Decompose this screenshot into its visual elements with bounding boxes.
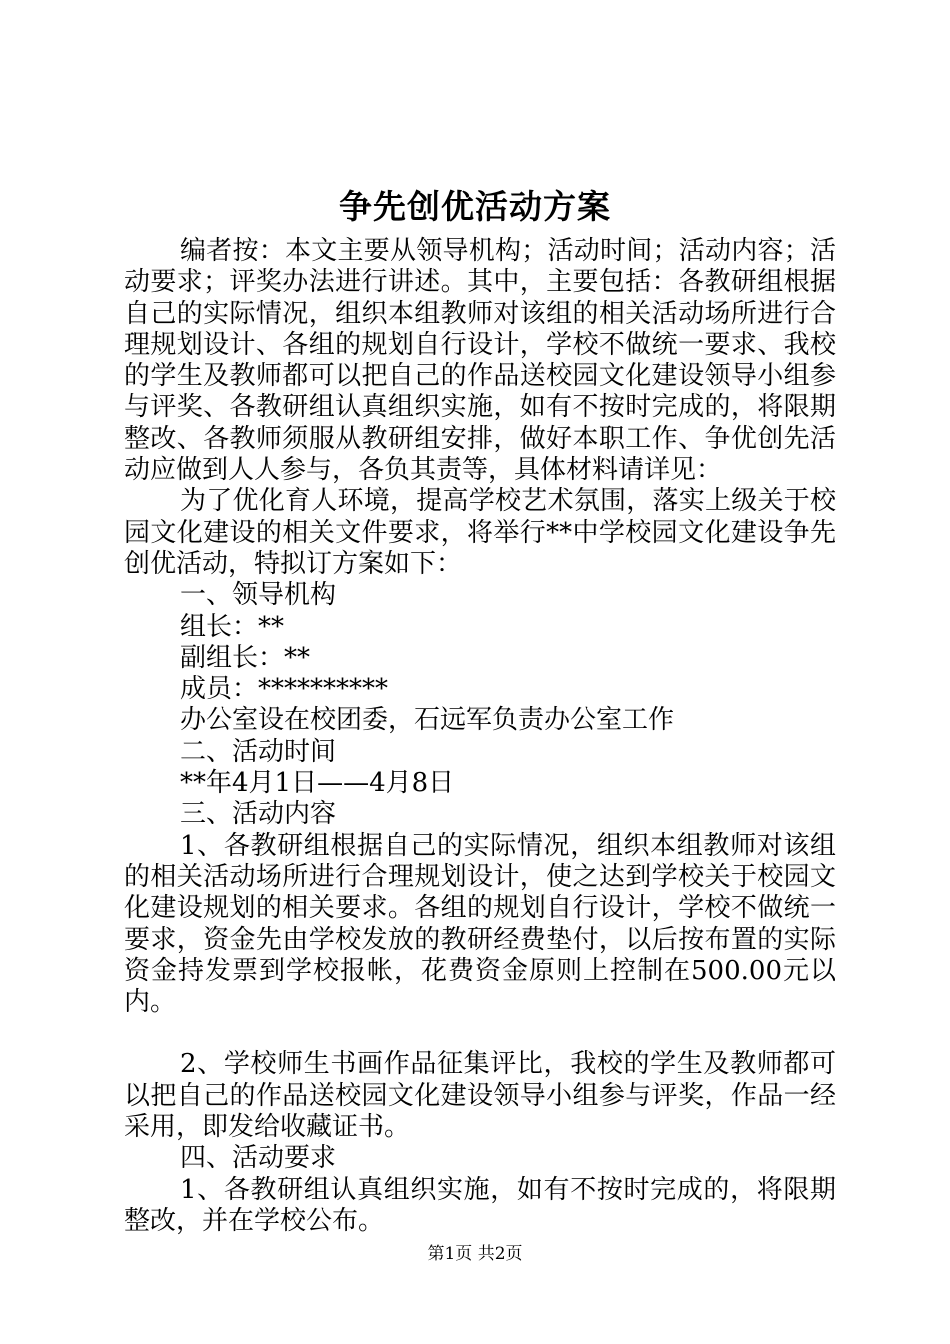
- section-heading-content: 三、活动内容: [180, 799, 337, 830]
- section-heading-time: 二、活动时间: [180, 736, 337, 767]
- page-number-footer: 第1页 共2页: [427, 1244, 523, 1264]
- team-leader-line: 组长：**: [180, 611, 285, 642]
- members-line: 成员：**********: [180, 674, 389, 705]
- requirement-item-1: 1、各教研组认真组织实施，如有不按时完成的，将限期整改，并在学校公布。: [124, 1174, 836, 1236]
- section-heading-leadership: 一、领导机构: [180, 580, 337, 611]
- section-heading-requirements: 四、活动要求: [180, 1143, 337, 1174]
- page-title: 争先创优活动方案: [339, 187, 611, 226]
- activity-dates-line: **年4月1日——4月8日: [180, 768, 455, 799]
- content-item-1: 1、各教研组根据自己的实际情况，组织本组教师对该组的相关活动场所进行合理规划设计，使之达到学校关于校园文化建设规划的相关要求。各组的规划自行设计，学校不做统一要求，资金先由学校发放的教研经费垫付，以后按布置的实际资金持发票到学校报帐，花费资金原则上控制在500.00元以内。: [124, 830, 836, 1018]
- office-line: 办公室设在校团委，石远军负责办公室工作: [180, 705, 675, 736]
- document-body: [124, 236, 836, 1237]
- content-item-2: 2、学校师生书画作品征集评比，我校的学生及教师都可以把自己的作品送校园文化建设领导小组参与评奖，作品一经采用，即发给收藏证书。: [124, 1049, 836, 1143]
- deputy-leader-line: 副组长：**: [180, 642, 311, 673]
- paragraph-spacer: [124, 1018, 836, 1049]
- editor-note-paragraph: 编者按：本文主要从领导机构；活动时间；活动内容；活动要求；评奖办法进行讲述。其中，主要包括：各教研组根据自己的实际情况，组织本组教师对该组的相关活动场所进行合理规划设计、各组的规划自行设计，学校不做统一要求、我校的学生及教师都可以把自己的作品送校园文化建设领导小组参与评奖、各教研组认真组织实施，如有不按时完成的，将限期整改、各教师须服从教研组安排，做好本职工作、争优创先活动应做到人人参与，各负其责等，具体材料请详见：: [124, 236, 836, 486]
- intro-paragraph: 为了优化育人环境，提高学校艺术氛围，落实上级关于校园文化建设的相关文件要求，将举行**中学校园文化建设争先创优活动，特拟订方案如下：: [124, 486, 836, 579]
